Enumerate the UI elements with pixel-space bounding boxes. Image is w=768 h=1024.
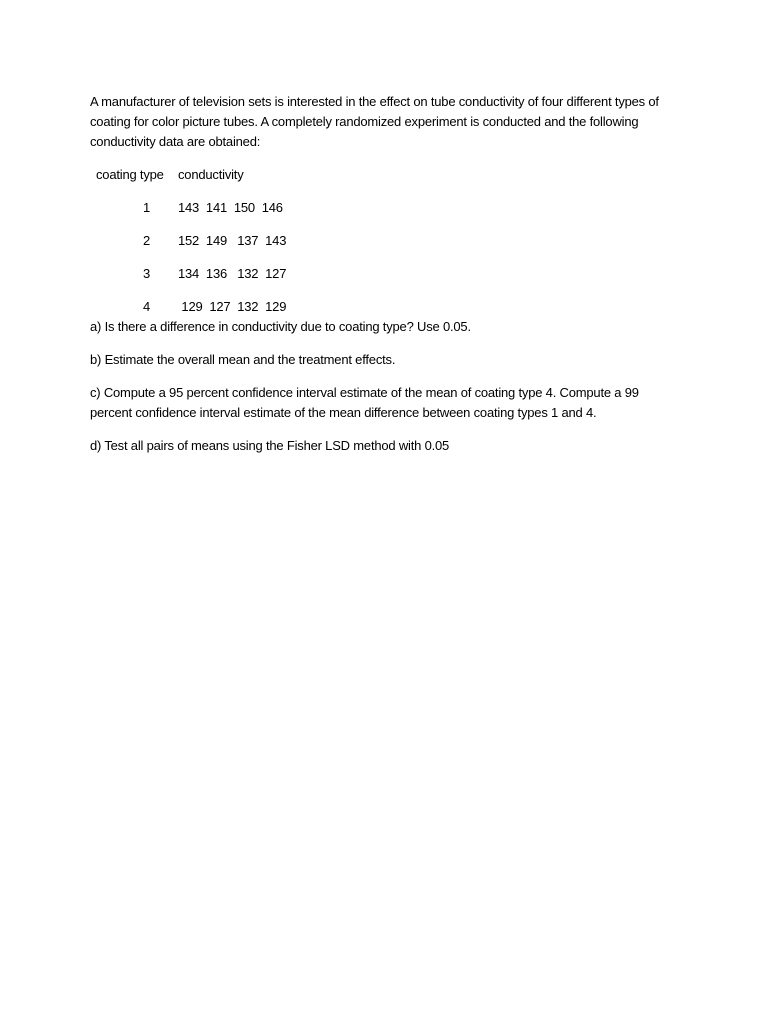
table-header-coating-type: coating type	[96, 167, 164, 182]
table-row-1-type: 1	[143, 200, 151, 215]
question-d: d) Test all pairs of means using the Fisher LSD method with 0.05	[90, 438, 450, 453]
table-row-3-type: 3	[143, 266, 151, 281]
table-row-4-values: 129 127 132 129	[178, 299, 287, 314]
question-b: b) Estimate the overall mean and the treatment effects.	[90, 352, 396, 367]
table-row-2-type: 2	[143, 233, 151, 248]
table-row-4-type: 4	[143, 299, 151, 314]
table-row-3-values: 134 136 132 127	[178, 266, 287, 281]
question-a: a) Is there a difference in conductivity due to coating type? Use 0.05.	[90, 319, 471, 334]
table-row-1-values: 143 141 150 146	[178, 200, 283, 215]
table-header-conductivity: conductivity	[178, 167, 244, 182]
table-row-2-values: 152 149 137 143	[178, 233, 287, 248]
question-c: c) Compute a 95 percent confidence interval estimate of the mean of coating type 4. Compute a 99 percent confidence interval estimate of the mean difference between coating types 1 and 4.	[90, 385, 639, 420]
intro-paragraph: A manufacturer of television sets is interested in the effect on tube conductivity of four different types of coating for color picture tubes. A completely randomized experiment is conducted and the following conductivity data are obtained:	[90, 94, 659, 149]
